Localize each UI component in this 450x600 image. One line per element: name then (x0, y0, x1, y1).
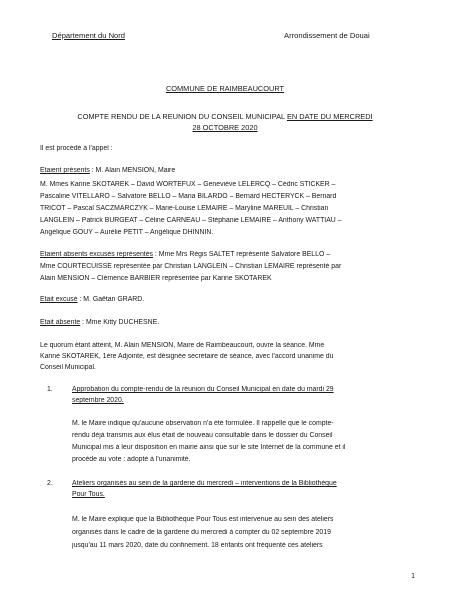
absent-name: : Mme Kitty DUCHESNE. (80, 319, 160, 326)
item-title: Ateliers organisés au sein de la garderie du mercredi – interventions de la Bibliothèque (72, 480, 337, 487)
item-paragraph-line: Municipal mis à leur disposition en mairie ainsi que sur le site Internet de la commune et il (72, 444, 346, 451)
item-title: Approbation du compte-rendu de la réunion du Conseil Municipal en date du mardi 29 (72, 386, 334, 393)
excused-label: Etait excusé (40, 296, 78, 303)
item-paragraph-line: M. le Maire indique qu'aucune observation n'a été formulée. Il rappelle que le compte- (72, 420, 334, 427)
excused-name: : M. Gaëtan GRARD. (77, 296, 145, 303)
report-title-date: 28 OCTOBRE 2020 (192, 123, 258, 132)
quorum-line: Le quorum étant atteint, M. Alain MENSION, Maire de Raimbeaucourt, ouvre la séance. Mme (40, 342, 325, 349)
excused-represented-first: : Mme Mrs Régis SALTET représenté Salvatore BELLO – (153, 251, 331, 258)
present-label: Etaient présents (40, 167, 90, 174)
quorum-line: Conseil Municipal. (40, 364, 96, 371)
header-arrondissement: Arrondissement de Douai (284, 31, 370, 40)
present-members-line: Pascaline VITELLARO – Salvatore BELLO – Maria BILARDO – Bernard HECTERYCK – Bernard (40, 193, 337, 200)
item-paragraph-line: procède au vote : adopté à l'unanimité. (72, 456, 191, 463)
item-paragraph-line: organisés dans le cadre de la garderie du mercredi à compter du 02 septembre 2019 (72, 529, 331, 536)
item-paragraph-line: rendu déjà transmis aux élus était de nouveau consultable dans le dossier du Conseil (72, 432, 333, 439)
page-number: 1 (411, 573, 415, 580)
excused-represented-line: Alain MENSION – Clémence BARBIER représentée par Karine SKOTAREK (40, 275, 272, 282)
absent-label: Etait absente (40, 319, 81, 326)
excused-represented-label: Etaient absents excusés représentés (40, 251, 153, 258)
excused-represented-line: Mme COURTECUISSE représentée par Christian LANGLEIN – Christian LEMAIRE représenté par (40, 263, 342, 270)
present-mayor: : M. Alain MENSION, Maire (89, 167, 176, 174)
report-title-underlined: EN DATE DU MERCREDI (286, 112, 373, 121)
report-title-line1 (0, 112, 450, 121)
present-members-line: TRICOT – Pascal SACZMARCZYK – Marie-Louise LEMAIRE – Maryline MAREUIL – Christian (40, 205, 329, 212)
excused-represented-line (40, 251, 420, 258)
roll-call-text: Il est procédé à l'appel : (40, 145, 113, 152)
item-title: Pour Tous. (72, 491, 105, 498)
item-number: 2. (47, 480, 53, 487)
item-paragraph-line: jusqu'au 11 mars 2020, date du confinement. 18 enfants ont fréquenté ces ateliers (72, 542, 323, 549)
absent-line (40, 319, 420, 326)
excused-line (40, 296, 420, 303)
report-title-plain: COMPTE RENDU DE LA REUNION DU CONSEIL MUNICIPAL (77, 112, 287, 121)
present-members-line: M. Mmes Karine SKOTAREK – David WORTEFUX – Geneviève LELERCQ – Cédric STICKER – (40, 181, 336, 188)
item-number: 1. (47, 386, 53, 393)
item-title: septembre 2020. (72, 397, 124, 404)
quorum-line: Karine SKOTAREK, 1ère Adjointe, est désignée secrétaire de séance, avec l'accord unanime du (40, 353, 334, 360)
present-line (40, 167, 420, 174)
commune-title: COMMUNE DE RAIMBEAUCOURT (165, 84, 285, 93)
item-paragraph-line: M. le Maire explique que la Bibliothèque Pour Tous est intervenue au sein des ateliers (72, 516, 334, 523)
present-members-line: Angélique GOUY – Aurélie PETIT – Angélique DHINNIN. (40, 229, 214, 236)
header-department: Département du Nord (52, 31, 126, 40)
present-members-line: LANGLEIN – Patrick BURGEAT – Céline CARNEAU – Stéphanie LEMAIRE – Anthony WATTIAU – (40, 217, 342, 224)
